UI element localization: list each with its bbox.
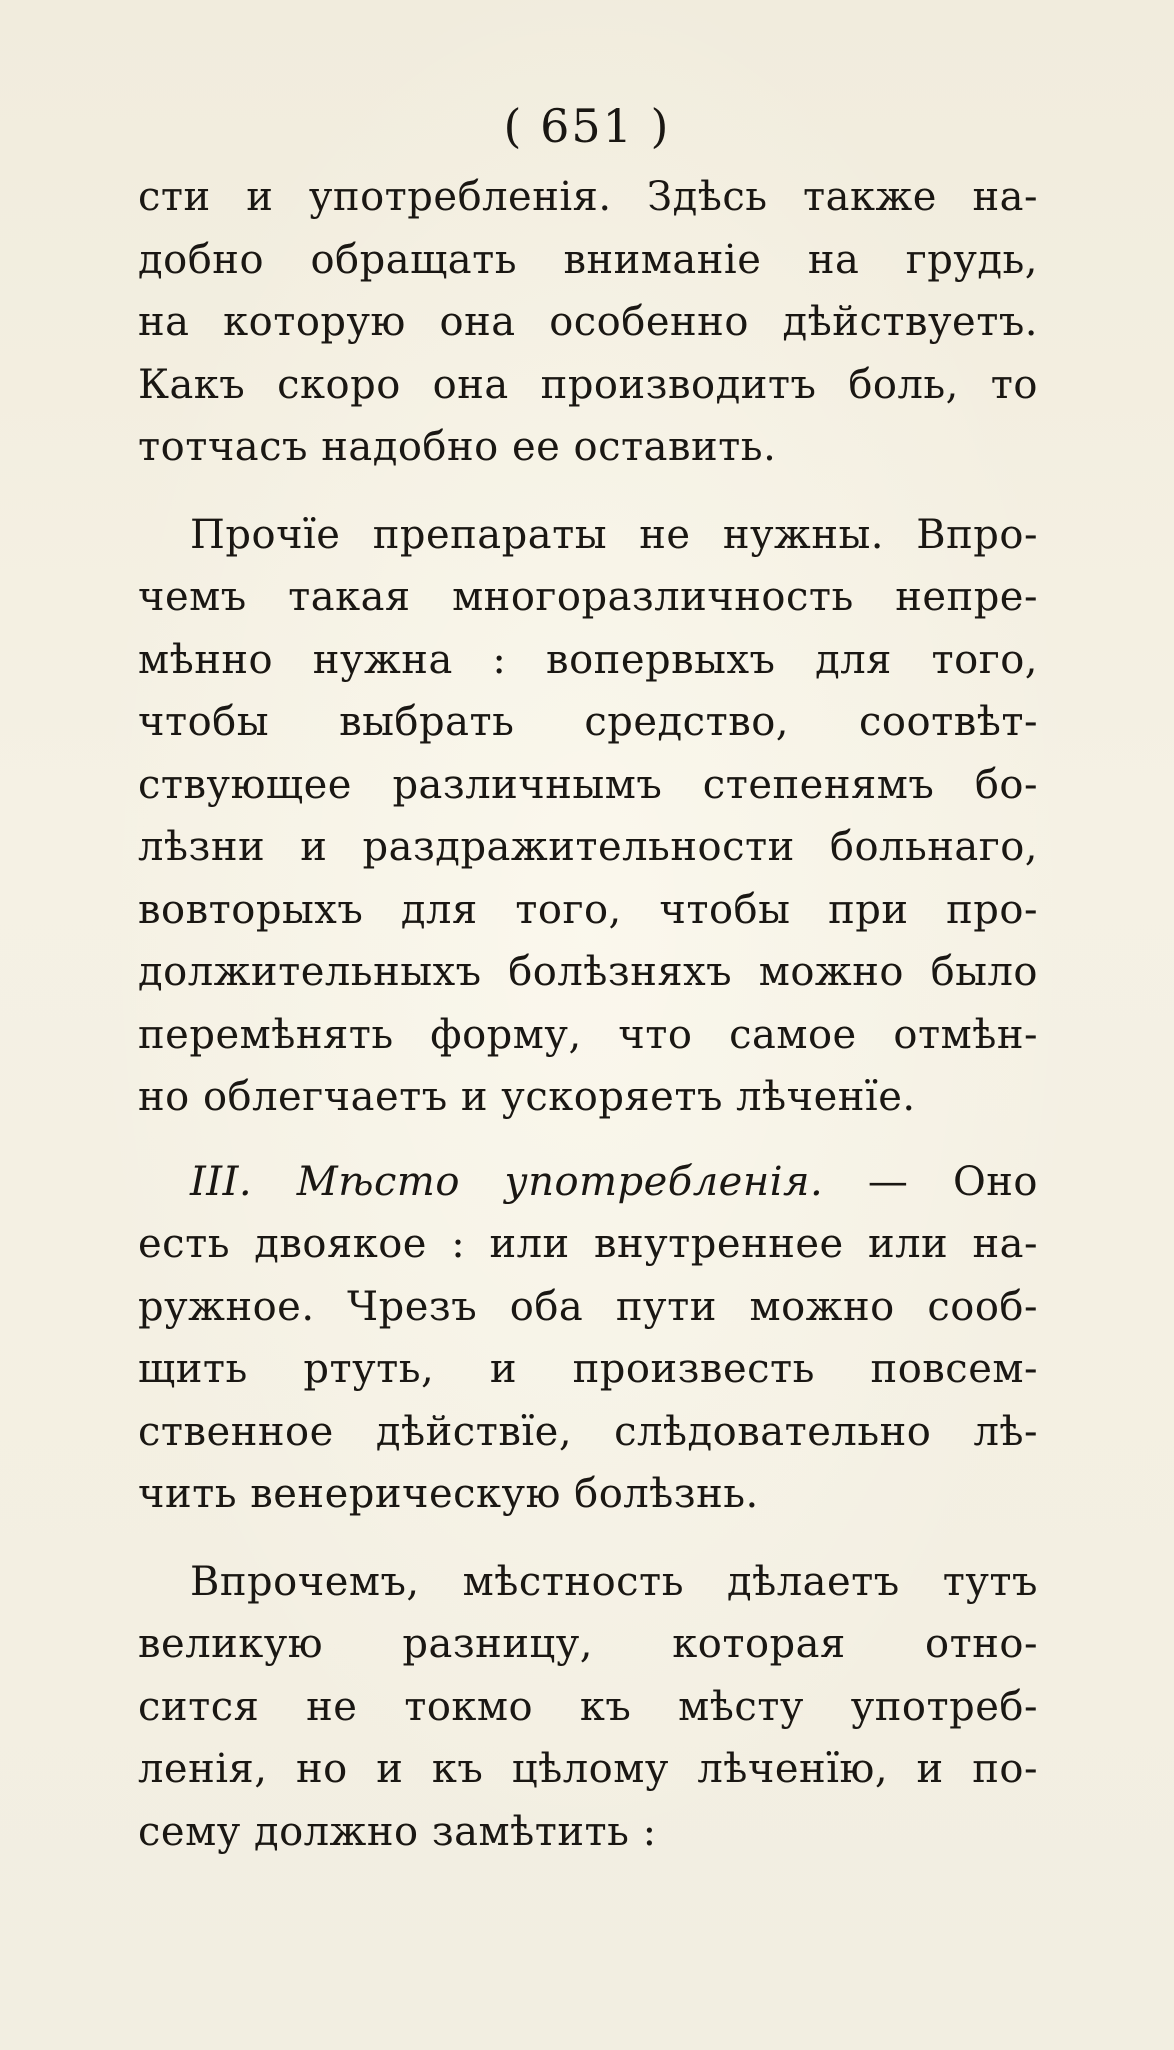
text-line: мѣнно нужна : вопервыхъ для того, <box>138 636 1038 683</box>
text-line: великую разницу, которая отно- <box>138 1621 1038 1667</box>
page-number: ( 651 ) <box>503 99 671 153</box>
text-line: но облегчаетъ и ускоряетъ лѣченїе. <box>138 1074 916 1120</box>
paragraph-3 <box>138 1151 1038 1526</box>
section-heading: III. Мѣсто употребленія. <box>190 1158 824 1205</box>
text-fragment: — Оно <box>823 1158 1039 1205</box>
paragraph-spacer <box>138 479 1038 504</box>
text-line: чтобы выбрать средство, соотвѣт- <box>138 699 1038 745</box>
paragraph-4 <box>138 1551 1038 1864</box>
body-text <box>138 166 1038 1863</box>
text-line: сится не токмо къ мѣсту употреб- <box>138 1683 1038 1730</box>
text-line: Впрочемъ, мѣстность дѣлаетъ тутъ <box>190 1558 1038 1605</box>
paragraph-1 <box>138 166 1038 479</box>
text-line: на которую она особенно дѣйствуетъ. <box>138 299 1038 345</box>
text-line: Какъ скоро она производитъ боль, то <box>138 361 1038 408</box>
text-line: тотчасъ надобно ее оставить. <box>138 424 777 470</box>
text-line: добно обращать вниманіе на грудь, <box>138 236 1038 283</box>
text-line: лѣзни и раздражительности больнаго, <box>138 824 1038 870</box>
text-line: ленія, но и къ цѣлому лѣченїю, и по- <box>138 1746 1038 1792</box>
paragraph-spacer <box>138 1129 1038 1151</box>
text-line: чить венерическую болѣзнь. <box>138 1471 759 1517</box>
paragraph-spacer <box>138 1526 1038 1551</box>
section-heading-line <box>138 1151 1038 1214</box>
text-line: ствующее различнымъ степенямъ бо- <box>138 761 1038 808</box>
text-line: ружное. Чрезъ оба пути можно сооб- <box>138 1283 1038 1330</box>
text-line: вовторыхъ для того, чтобы при про- <box>138 886 1038 933</box>
text-line: должительныхъ болѣзняхъ можно было <box>138 949 1038 995</box>
text-line: ственное дѣйствїе, слѣдовательно лѣ- <box>138 1408 1038 1455</box>
text-line: чемъ такая многоразличность непре- <box>138 574 1038 620</box>
text-line: Прочїе препараты не нужны. Впро- <box>190 511 1038 558</box>
paragraph-2 <box>138 504 1038 1129</box>
text-line: щить ртуть, и произвесть повсем- <box>138 1346 1038 1392</box>
text-line: есть двоякое : или внутреннее или на- <box>138 1221 1038 1267</box>
text-line: перемѣнять форму, что самое отмѣн- <box>138 1011 1038 1058</box>
text-line: сти и употребленія. Здѣсь также на- <box>138 174 1038 220</box>
text-line: сему должно замѣтить : <box>138 1808 657 1855</box>
